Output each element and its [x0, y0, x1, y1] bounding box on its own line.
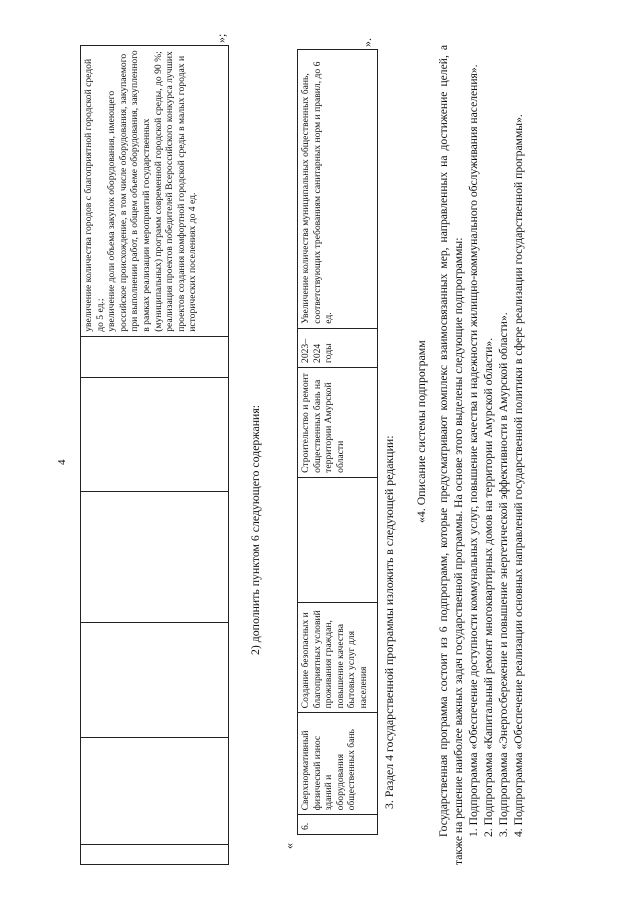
result-line: реализация проектов победителей Всероссийского конкурса лучших проектов создания комфортной городской среды в малых городах и исторических поселениях до 4 ед. — [164, 51, 199, 332]
opening-quote: « — [282, 843, 296, 849]
table-cell-action: Строительство и ремонт общественных бань на территории Амурской области — [298, 367, 378, 477]
amendment-item-3: 3. Раздел 4 государственной программы изложить в следующей редакции: — [382, 435, 396, 809]
table-cell-empty — [298, 477, 378, 603]
closing-quote: ». — [360, 38, 374, 47]
table-cell — [81, 492, 229, 623]
table-cell — [81, 738, 229, 844]
amendment-item-2: 2) дополнить пунктом 6 следующего содержания: — [248, 404, 262, 655]
new-item-table — [297, 49, 378, 835]
table-cell-result: Увеличение количества муниципальных общественных бань, соответствующих требованиям санитарных норм и правил, до 6 ед. — [298, 50, 378, 329]
table-cell-num — [81, 844, 229, 864]
table-cell — [81, 623, 229, 738]
paragraph: Государственная программа состоит из 6 подпрограмм, которые предусматривают комплекс взаимосвязанных мер, направленных на достижение целей, а также на решение наиболее важных задач государственной программы. На основе этого выделены следующие подпрограммы: — [437, 45, 465, 865]
section-heading: «4. Описание системы подпрограмм — [414, 340, 428, 523]
table-row — [81, 46, 229, 865]
table-cell-results — [81, 46, 229, 337]
table-row — [298, 50, 378, 835]
table-cell-problem: Сверхнормативный физический износ зданий и оборудования общественных бань — [298, 713, 378, 815]
list-item: 4. Подпрограмма «Обеспечение реализации основных направлений государственной политики в сфере реализации государственной программы». — [512, 114, 525, 837]
table-cell-goal: Создание безопасных и благоприятных условий проживания граждан, повышение качества бытовых услуг для населения — [298, 603, 378, 713]
list-item: 3. Подпрограмма «Энергосбережение и повышение энергетической эффективности в Амурской области». — [497, 312, 510, 837]
closing-quote: »; — [214, 33, 228, 43]
result-line: увеличение доли объема закупок оборудования, имеющего российское происхождение, в том числе оборудования, закупаемого при выполнении работ, в общем объеме оборудования, закупленного в рамках реализации мероприятий государственных (муниципальных) программ современной городской среды, до 90 %; — [106, 50, 164, 332]
table-cell-period: 2023–2024 годы — [298, 328, 378, 367]
list-item: 2. Подпрограмма «Капитальный ремонт многоквартирных домов на территории Амурской области». — [482, 337, 495, 837]
result-line: увеличение количества городов с благоприятной городской средой до 5 ед.; — [83, 58, 106, 332]
table-cell — [81, 377, 229, 492]
list-item: 1. Подпрограмма «Обеспечение доступности коммунальных услуг, повышение качества и надежности жилищно-коммунального обслуживания населения». — [467, 64, 480, 837]
table-cell-num: 6. — [298, 815, 378, 835]
continuation-table — [80, 45, 229, 865]
table-cell — [81, 336, 229, 377]
section-body — [436, 45, 526, 865]
page-number: 4 — [56, 459, 68, 465]
